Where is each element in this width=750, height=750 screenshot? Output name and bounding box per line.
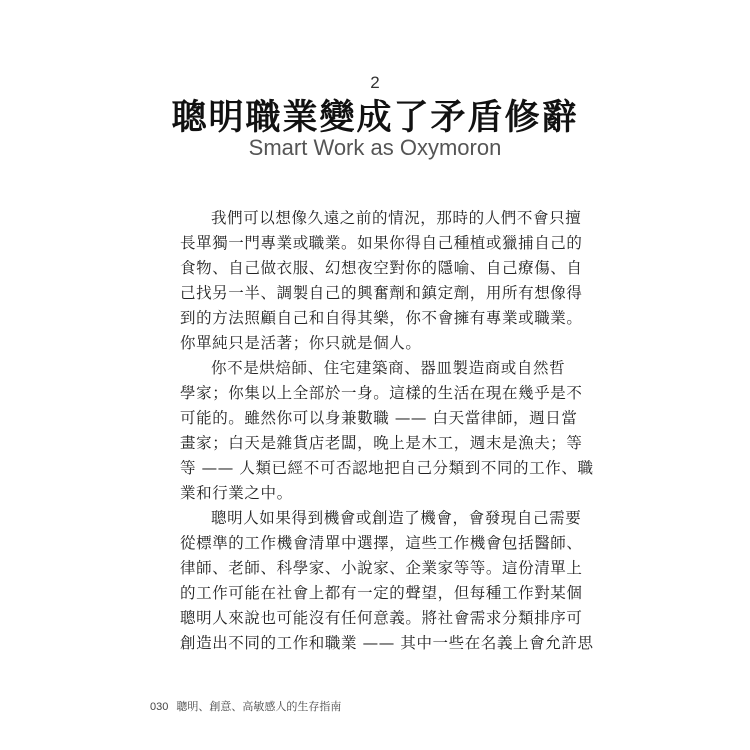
text-line: 食物、自己做衣服、幻想夜空對你的隱喻、自己療傷、自 (180, 259, 583, 277)
chapter-subtitle: Smart Work as Oxymoron (248, 135, 502, 160)
text-line: 己找另一半、調製自己的興奮劑和鎮定劑，用所有想像得 (180, 284, 583, 302)
chapter-number: 2 (370, 73, 380, 92)
page-number: 030 (150, 701, 169, 713)
book-title: 聰明、創意、高敏感人的生存指南 (176, 701, 342, 713)
text-line: 你單純只是活著；你只就是個人。 (180, 334, 422, 352)
paragraph-3 (180, 506, 594, 656)
text-line: 聰明人如果得到機會或創造了機會，會發現自己需要 (211, 509, 582, 527)
text-line: 的工作可能在社會上都有一定的聲望，但每種工作對某個 (180, 584, 583, 602)
page-footer (150, 700, 341, 714)
text-line: 可能的。雖然你可以身兼數職 —— 白天當律師，週日當 (180, 409, 578, 427)
text-line: 長單獨一門專業或職業。如果你得自己種植或獵捕自己的 (180, 234, 583, 252)
text-line: 律師、老師、科學家、小說家、企業家等等。這份清單上 (180, 559, 583, 577)
text-line: 業和行業之中。 (180, 484, 293, 502)
text-line: 創造出不同的工作和職業 —— 其中一些在名義上會允許思 (180, 634, 594, 652)
chapter-title: 聰明職業變成了矛盾修辭 (171, 97, 579, 138)
text-line: 到的方法照顧自己和自得其樂，你不會擁有專業或職業。 (180, 309, 583, 327)
text-line: 聰明人來說也可能沒有任何意義。將社會需求分類排序可 (180, 609, 583, 627)
paragraph-1 (180, 206, 583, 356)
text-line: 從標準的工作機會清單中選擇，這些工作機會包括醫師、 (180, 534, 583, 552)
paragraph-2 (180, 356, 594, 506)
text-line: 你不是烘焙師、住宅建築商、器皿製造商或自然哲 (211, 359, 566, 377)
text-line: 等 —— 人類已經不可否認地把自己分類到不同的工作、職 (180, 459, 594, 477)
text-line: 學家；你集以上全部於一身。這樣的生活在現在幾乎是不 (180, 384, 583, 402)
text-line: 畫家；白天是雜貨店老闆，晚上是木工，週末是漁夫；等 (180, 434, 583, 452)
text-line: 我們可以想像久遠之前的情況，那時的人們不會只擅 (211, 209, 582, 227)
body-text (180, 206, 594, 656)
